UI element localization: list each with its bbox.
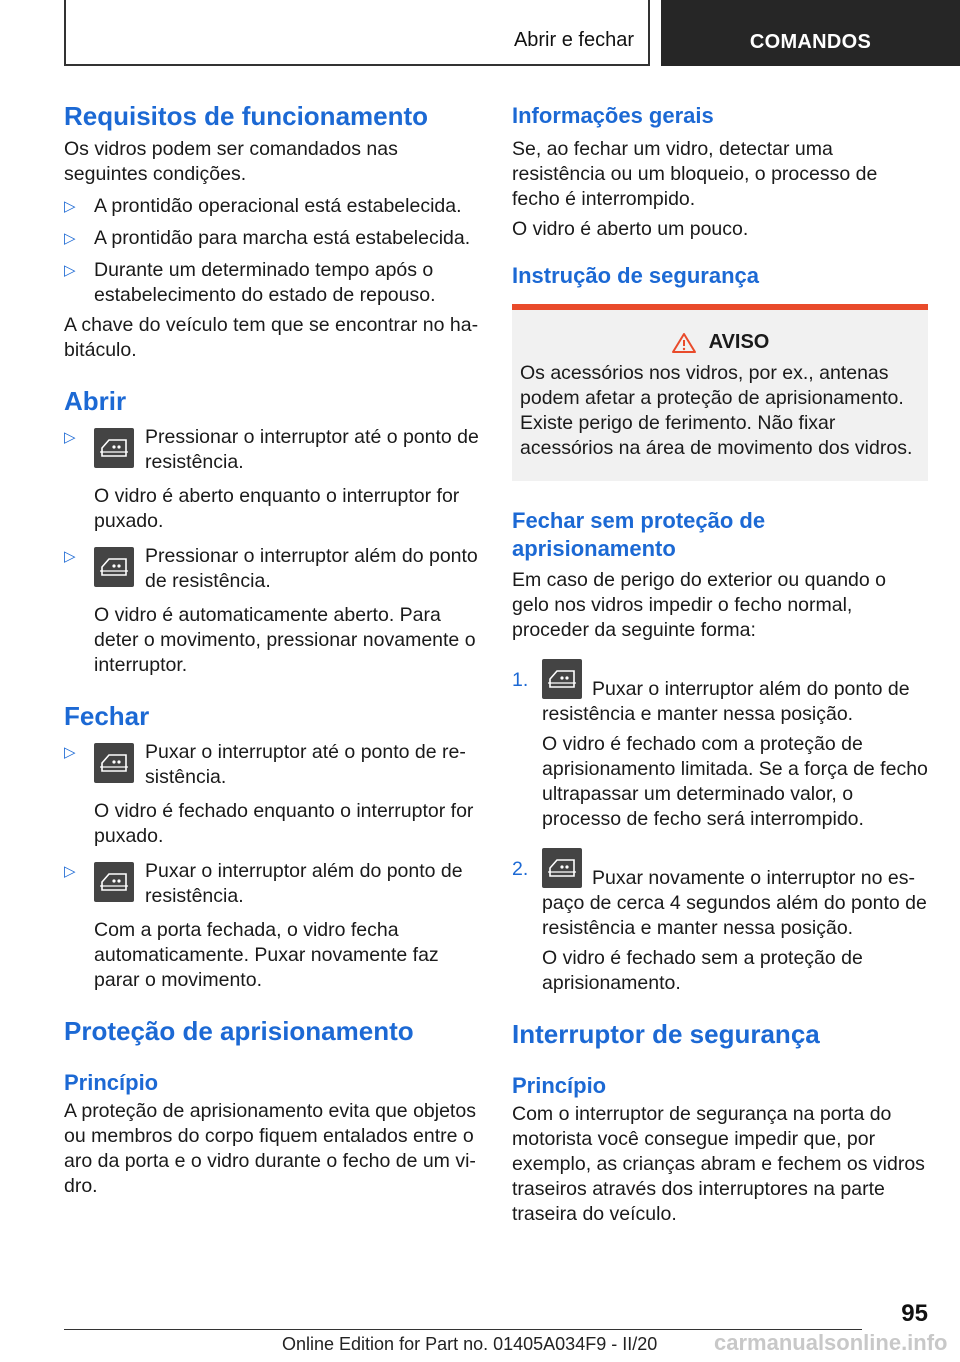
requisitos-intro: Os vidros podem ser comandados nas seguintes condições.: [64, 138, 398, 185]
window-switch-icon: [94, 428, 134, 468]
watermark: carmanualsonline.info: [714, 1330, 948, 1355]
fechar-item-text: Puxar o interruptor até o ponto de resistência.: [145, 741, 466, 788]
fechar-sem-heading: Fechar sem proteção de aprisionamento: [512, 508, 766, 561]
fechar-item-text: Puxar o interruptor além do ponto de resistência.: [145, 860, 463, 907]
abrir-heading: Abrir: [64, 386, 127, 416]
triangle-right-icon: ▷: [64, 429, 76, 446]
abrir-item: [64, 425, 480, 479]
info-text: O vidro é aberto um pouco.: [512, 218, 749, 240]
bullet-text: A prontidão para marcha está estabelecida.: [94, 227, 471, 249]
abrir-item-text: Pressionar o interruptor até o ponto de resistência.: [145, 426, 479, 473]
header-section-box: [64, 0, 650, 66]
requisitos-bullet: [64, 226, 480, 251]
info-heading: Informações gerais: [512, 103, 714, 128]
requisitos-note: A chave do veículo tem que se encontrar no habitáculo.: [64, 314, 479, 361]
requisitos-bullet: [64, 194, 480, 219]
warning-title-row: [520, 330, 920, 355]
step-item: [512, 659, 928, 832]
principio-text: A proteção de aprisionamento evita que objetos ou membros do corpo fiquem entalados entre o aro da porta e o vidro durante o fecho de um vidro.: [64, 1100, 476, 1197]
triangle-right-icon: ▷: [64, 198, 76, 215]
abrir-item-note: O vidro é automaticamente aberto. Para deter o movimento, pressionar novamente o interruptor.: [94, 604, 476, 676]
requisitos-bullet: [64, 258, 480, 308]
right-column: [512, 100, 928, 1227]
step-text: Puxar o interruptor além do ponto de resistência e manter nessa posição.: [542, 678, 910, 725]
page-number: 95: [901, 1300, 928, 1327]
interruptor-heading: Interruptor de segurança: [512, 1019, 820, 1049]
window-switch-icon: [542, 848, 582, 888]
seguranca-heading: Instrução de segurança: [512, 263, 759, 288]
abrir-item-text: Pressionar o interruptor além do ponto de resistência.: [145, 545, 478, 592]
step-item: [512, 848, 928, 996]
step-text: Puxar novamente o interruptor no espaço de cerca 4 segundos além do ponto de resistência e manter nessa posição.: [542, 867, 927, 939]
principio-heading: Princípio: [512, 1073, 607, 1098]
fechar-item: [64, 859, 480, 913]
requisitos-heading: Requisitos de funcionamento: [64, 101, 429, 131]
header-section-title: Abrir e fechar: [513, 29, 634, 51]
step-note: O vidro é fechado com a proteção de aprisionamento limitada. Se a força de fecho ultrapassar um determinado valor, o processo de fecho será interrompido.: [542, 733, 928, 830]
footer-edition: Online Edition for Part no. 01405A034F9 - II/20: [282, 1334, 658, 1354]
triangle-right-icon: ▷: [64, 548, 76, 565]
step-number: 1.: [512, 669, 529, 691]
triangle-right-icon: ▷: [64, 262, 76, 279]
fechar-item-note: O vidro é fechado enquanto o interruptor for puxado.: [94, 800, 474, 847]
fechar-item-note: Com a porta fechada, o vidro fecha automaticamente. Puxar novamente faz parar o movimento.: [94, 919, 439, 991]
principio-heading: Princípio: [64, 1070, 159, 1095]
bullet-text: Durante um determinado tempo após o estabelecimento do estado de repouso.: [94, 259, 436, 306]
warning-title: AVISO: [708, 331, 770, 353]
warning-triangle-icon: [671, 332, 697, 354]
fechar-sem-intro: Em caso de perigo do exterior ou quando o gelo nos vidros impedir o fecho normal, proceder da seguinte forma:: [512, 569, 886, 641]
header-chapter-tab: COMANDOS: [661, 0, 960, 66]
info-text: Se, ao fechar um vidro, detectar uma resistência ou um bloqueio, o processo de fecho é interrompido.: [512, 138, 878, 210]
principio-text: Com o interruptor de segurança na porta do motorista você consegue impedir que, por exemplo, as crianças abram e fechem os vidros traseiros através dos interruptores na parte traseira do veículo.: [512, 1103, 925, 1225]
abrir-item-note: O vidro é aberto enquanto o interruptor for puxado.: [94, 485, 460, 532]
step-note: O vidro é fechado sem a proteção de aprisionamento.: [542, 947, 863, 994]
triangle-right-icon: ▷: [64, 744, 76, 761]
protecao-heading: Proteção de aprisionamento: [64, 1016, 414, 1046]
step-number: 2.: [512, 858, 529, 880]
bullet-text: A prontidão operacional está estabelecida.: [94, 195, 462, 217]
window-switch-icon: [94, 743, 134, 783]
window-switch-icon: [542, 659, 582, 699]
window-switch-icon: [94, 547, 134, 587]
triangle-right-icon: ▷: [64, 863, 76, 880]
triangle-right-icon: ▷: [64, 230, 76, 247]
window-switch-icon: [94, 862, 134, 902]
abrir-item: [64, 544, 480, 598]
fechar-heading: Fechar: [64, 701, 150, 731]
fechar-item: [64, 740, 480, 794]
warning-box: [512, 304, 928, 481]
warning-text: Os acessórios nos vidros, por ex., antenas podem afetar a proteção de aprisionamento. Existe perigo de ferimento. Não fixar acessórios na área de movimento dos vidros.: [520, 362, 913, 459]
left-column: [64, 100, 480, 1199]
